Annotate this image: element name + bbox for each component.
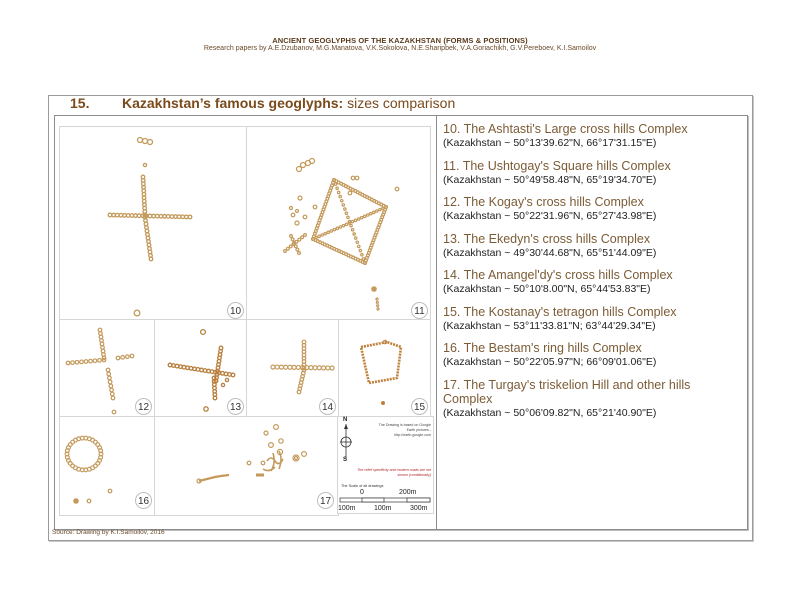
item-coords: (Kazakhstan ~ 50°13'39.62"N, 66°17'31.15"E)	[443, 137, 657, 149]
mound-mark	[315, 236, 317, 238]
mound-mark	[295, 221, 299, 225]
mound-mark	[99, 449, 103, 453]
mound-mark	[382, 207, 384, 209]
list-item	[443, 122, 743, 149]
mound-mark	[291, 213, 295, 217]
mound-mark	[360, 216, 362, 218]
mound-mark	[93, 359, 97, 363]
mound-mark	[107, 372, 111, 376]
mound-mark	[351, 220, 353, 222]
mound-mark	[109, 384, 113, 388]
mound-mark	[377, 308, 379, 310]
mound-mark	[341, 200, 343, 202]
item-coords: (Kazakhstan ~ 50°10'8.00"N, 65°44'53.83"E)	[443, 283, 651, 295]
mound-mark	[333, 228, 335, 230]
mound-mark	[66, 361, 70, 365]
mound-mark	[295, 457, 298, 460]
mound-mark	[376, 301, 378, 303]
mound-mark	[327, 231, 329, 233]
list-item	[443, 341, 743, 368]
mound-mark	[290, 207, 293, 210]
mound-mark	[372, 287, 376, 291]
mound-mark	[75, 360, 79, 364]
mound-mark	[298, 252, 301, 255]
mound-mark	[89, 359, 93, 363]
mound-mark	[312, 238, 314, 240]
mound-mark	[148, 140, 153, 145]
geoglyph-panel-15	[338, 319, 431, 417]
item-coords: (Kazakhstan ~ 50°22'05.97"N; 66°09'01.06"E)	[443, 356, 657, 368]
mound-mark	[362, 258, 364, 260]
list-item	[443, 268, 743, 295]
mound-mark	[385, 206, 387, 208]
mound-mark	[108, 376, 112, 380]
column-divider	[436, 115, 437, 530]
mound-mark	[121, 356, 125, 360]
mound-mark	[324, 232, 326, 234]
geoglyph-panel-17	[154, 416, 339, 516]
panel-badge-17: 17	[317, 492, 334, 509]
mound-mark	[296, 210, 299, 213]
mound-mark	[330, 230, 332, 232]
mound-mark	[110, 388, 114, 392]
list-item	[443, 159, 743, 186]
mound-mark	[347, 216, 349, 218]
mound-mark	[395, 187, 399, 191]
compass-icon	[338, 423, 358, 468]
panel-badge-15: 15	[411, 398, 428, 415]
mound-mark	[294, 245, 297, 248]
mound-mark	[279, 365, 283, 369]
mound-mark	[116, 356, 120, 360]
item-title: 12. The Kogay's cross hills Complex	[443, 195, 644, 209]
mound-mark	[143, 139, 148, 144]
mound-mark	[359, 249, 361, 251]
list-item	[443, 378, 743, 419]
mound-mark	[112, 410, 116, 414]
mound-mark	[321, 234, 323, 236]
mound-mark	[313, 205, 317, 209]
mound-mark	[290, 235, 293, 238]
mound-mark	[339, 226, 341, 228]
mound-mark	[261, 461, 265, 465]
section-title-rest: sizes comparison	[343, 95, 456, 111]
relief-note: The relief specificity and modern roads are not shown (conditionally)	[357, 468, 431, 477]
item-title: 11. The Ushtogay's Square hills Complex	[443, 158, 671, 173]
mound-mark	[348, 191, 352, 195]
mound-mark	[354, 219, 356, 221]
item-title: 14. The Amangel'dy's cross hills Complex	[443, 268, 673, 282]
scale-bar	[339, 497, 434, 505]
mound-mark	[330, 366, 334, 370]
item-coords: (Kazakhstan ~ 49°30'44.68"N, 65°51'44.09"E)	[443, 246, 657, 259]
mound-mark	[98, 359, 102, 363]
mound-mark	[71, 361, 75, 365]
mound-mark	[289, 245, 292, 248]
mound-mark	[342, 204, 344, 206]
scale-label-200m: 200m	[399, 489, 417, 496]
mound-mark	[318, 235, 320, 237]
section-title-bold: Kazakhstan’s famous geoglyphs:	[122, 95, 344, 111]
geoglyph-list	[443, 122, 743, 428]
mound-mark	[376, 298, 378, 300]
panel-badge-12: 12	[135, 398, 152, 415]
mound-mark	[286, 247, 289, 250]
mound-mark	[336, 187, 338, 189]
mound-mark	[303, 215, 307, 219]
mound-mark	[367, 214, 369, 216]
mound-mark	[361, 254, 363, 256]
south-label: S	[343, 457, 348, 463]
panel-badge-16: 16	[135, 492, 152, 509]
list-item	[443, 232, 743, 259]
scale-label-100m-b: 100m	[374, 505, 392, 512]
mound-mark	[138, 138, 143, 143]
source-note: The Drawing is based on Google Earth pictures - http://earth.google.com	[378, 423, 431, 437]
item-title: 10. The Ashtasti's Large cross hills Complex	[443, 122, 688, 136]
scale-label-0: 0	[360, 489, 364, 496]
mound-mark	[111, 396, 115, 400]
mound-mark	[351, 176, 355, 180]
mound-mark	[274, 425, 279, 430]
mound-mark	[269, 443, 274, 448]
mound-mark	[130, 354, 134, 358]
mound-mark	[350, 224, 352, 226]
mound-mark	[345, 223, 347, 225]
geoglyph-10-drawing	[60, 127, 248, 321]
geoglyph-panel-16	[59, 416, 155, 516]
list-item	[443, 305, 743, 332]
panel-badge-13: 13	[227, 398, 244, 415]
mound-mark	[284, 365, 288, 369]
mound-mark	[293, 455, 299, 461]
mound-mark	[355, 237, 357, 239]
list-item	[443, 195, 743, 222]
mound-mark	[333, 179, 335, 181]
mound-mark	[143, 163, 146, 166]
mound-mark	[373, 211, 375, 213]
mound-mark	[322, 366, 326, 370]
mound-mark	[264, 431, 268, 435]
mound-mark	[345, 212, 347, 214]
legend-panel	[337, 416, 434, 514]
item-coords: (Kazakhstan ~ 53°11'33.81"N; 63°44'29.34"E)	[443, 319, 656, 332]
mound-mark	[339, 195, 341, 197]
mound-mark	[108, 380, 112, 384]
mound-mark	[364, 262, 366, 264]
mound-mark	[225, 378, 228, 381]
mound-mark	[296, 365, 300, 369]
panel-badge-11: 11	[411, 302, 428, 319]
mound-mark	[201, 330, 206, 335]
geoglyph-panel-11	[246, 126, 431, 320]
mound-mark	[298, 196, 302, 200]
mound-mark	[297, 390, 301, 394]
mound-mark	[288, 365, 292, 369]
mound-mark	[298, 238, 301, 241]
mound-mark	[291, 238, 294, 241]
mound-mark	[357, 218, 359, 220]
mound-mark	[313, 366, 317, 370]
scale-label-300m: 300m	[410, 505, 428, 512]
mound-mark	[126, 355, 130, 359]
panel-badge-10: 10	[227, 302, 244, 319]
mound-mark	[301, 236, 304, 239]
north-label: N	[343, 417, 348, 423]
item-title: 17. The Turgay's triskelion Hill and other hills Complex	[443, 377, 691, 406]
mound-mark	[304, 234, 307, 237]
mound-mark	[271, 365, 275, 369]
mound-mark	[301, 163, 306, 168]
geoglyph-panel-12	[59, 319, 155, 417]
mound-mark	[87, 499, 91, 503]
mound-mark	[370, 212, 372, 214]
mound-mark	[344, 208, 346, 210]
mound-mark	[134, 310, 140, 316]
mound-mark	[355, 176, 359, 180]
mound-mark	[188, 215, 192, 219]
mound-mark	[149, 257, 153, 261]
item-title: 16. The Bestam's ring hills Complex	[443, 341, 642, 355]
mound-mark	[213, 396, 217, 400]
mound-mark	[351, 229, 353, 231]
mound-mark	[108, 489, 112, 493]
mound-mark	[231, 373, 235, 377]
item-title: 15. The Kostanay's tetragon hills Complex	[443, 304, 677, 319]
item-coords: (Kazakhstan ~ 50°22'31.96"N, 65°27'43.98"E)	[443, 210, 657, 222]
mound-mark	[302, 452, 307, 457]
section-number: 15.	[70, 95, 90, 111]
mound-mark	[221, 383, 224, 386]
mound-mark	[204, 407, 208, 411]
mound-mark	[342, 224, 344, 226]
section-title	[122, 95, 455, 111]
geoglyph-11-drawing	[247, 127, 432, 321]
geoglyph-panel-14	[246, 319, 339, 417]
item-title: 13. The Ekedyn's cross hills Complex	[443, 231, 651, 246]
mound-mark	[326, 366, 330, 370]
mound-mark	[336, 227, 338, 229]
mound-mark	[296, 248, 299, 251]
geoglyph-panel-13	[154, 319, 247, 417]
source-credit: Source: Drawing by K.I.Samoilov, 2016	[52, 529, 165, 536]
mound-mark	[356, 241, 358, 243]
mound-mark	[379, 208, 381, 210]
scale-label-100m-a: 100m	[338, 505, 356, 512]
mound-mark	[110, 392, 114, 396]
mound-mark	[337, 191, 339, 193]
mound-mark	[353, 233, 355, 235]
mound-mark	[376, 210, 378, 212]
geoglyph-17-drawing	[155, 417, 340, 517]
mound-mark	[247, 461, 251, 465]
mound-mark	[84, 360, 88, 364]
mound-mark	[284, 250, 287, 253]
mound-mark	[275, 365, 279, 369]
item-coords: (Kazakhstan ~ 50°06'09.82"N, 65°21'40.90"E)	[443, 406, 657, 419]
document-authors: Research papers by A.E.Dzubanov, M.G.Manatova, V.K.Sokolova, N.E.Sharipbek, V.A.Goriachikh, G.V.Pereboev, K.I.Samoilov	[203, 45, 597, 52]
mound-mark	[292, 365, 296, 369]
mound-mark	[297, 167, 302, 172]
mound-mark	[358, 245, 360, 247]
mound-mark	[377, 305, 379, 307]
mound-mark	[74, 499, 78, 503]
mound-mark	[309, 366, 313, 370]
mound-mark	[317, 366, 321, 370]
mound-mark	[364, 215, 366, 217]
mound-mark	[106, 368, 110, 372]
geoglyph-panel-10	[59, 126, 247, 320]
mound-mark	[80, 360, 84, 364]
mound-mark	[334, 183, 336, 185]
document-title: ANCIENT GEOGLYPHS OF THE KAZAKHSTAN (FORMS & POSITIONS)	[272, 36, 528, 45]
item-coords: (Kazakhstan ~ 50°49'58.48"N, 65°19'34.70"E)	[443, 173, 657, 186]
scale-title: The Scale of all drawings	[341, 484, 384, 488]
panel-badge-14: 14	[319, 398, 336, 415]
mound-mark	[279, 439, 283, 443]
